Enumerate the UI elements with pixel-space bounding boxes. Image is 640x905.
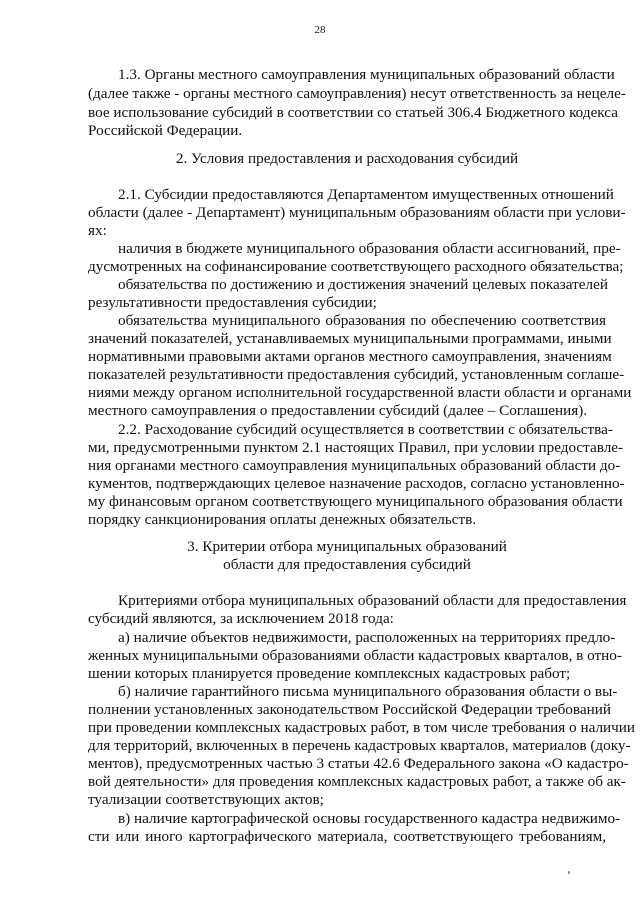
paragraph-line: Критериями отбора муниципальных образований области для предоставления: [118, 592, 627, 609]
scan-speck: [568, 871, 570, 874]
paragraph-line: для территорий, включенных в перечень кадастровых кварталов, материалов (доку-: [88, 737, 631, 754]
page-number: 28: [314, 24, 326, 36]
paragraph-line: местного самоуправления о предоставлении субсидий (далее – Соглашения).: [88, 402, 588, 419]
paragraph-line: 2.1. Субсидии предоставляются Департаментом имущественных отношений: [118, 186, 614, 203]
paragraph-line: результативности предоставления субсидии;: [88, 294, 377, 311]
paragraph-line: вое использование субсидий в соответствии со статьей 306.4 Бюджетного кодекса: [88, 104, 618, 121]
paragraph-line: полнении установленных законодательством Российской Федерации требований: [88, 701, 611, 718]
paragraph-line: в) наличие картографической основы государственного кадастра недвижимо-: [118, 810, 621, 827]
paragraph-line: шении которых планируется проведение комплексных кадастровых работ;: [88, 665, 571, 682]
paragraph-line: показателей результативности предоставления субсидий, установленным соглаше-: [88, 366, 625, 383]
paragraph-line: ниями между органом исполнительной государственной власти области и органами: [88, 384, 632, 401]
paragraph-line: ментов), предусмотренных частью 3 статьи 42.6 Федерального закона «О кадастро-: [88, 755, 629, 772]
paragraph-line: му финансовым органом соответствующего муниципального образования области: [88, 493, 623, 510]
section-heading: 3. Критерии отбора муниципальных образований: [187, 538, 507, 555]
paragraph-line: дусмотренных на софинансирование соответствующего расходного обязательства;: [88, 258, 624, 275]
paragraph-line: обязательства по достижению и достижения значений целевых показателей: [118, 276, 608, 293]
paragraph-line: 1.3. Органы местного самоуправления муниципальных образований области: [118, 66, 615, 83]
paragraph-line: сти или иного картографического материала, соответствующего требованиям,: [88, 828, 606, 845]
paragraph-line: нормативными правовыми актами органов местного самоуправления, значениям: [88, 348, 612, 365]
paragraph-line: вой деятельности» для проведения комплексных кадастровых работ, а также об ак-: [88, 773, 626, 790]
paragraph-line: ях:: [88, 222, 107, 239]
paragraph-line: обязательства муниципального образования по обеспечению соответствия: [118, 312, 606, 329]
paragraph-line: порядку санкционирования оплаты денежных обязательств.: [88, 511, 477, 528]
paragraph-line: значений показателей, устанавливаемых муниципальными программами, иными: [88, 330, 612, 347]
paragraph-line: 2.2. Расходование субсидий осуществляется в соответствии с обязательства-: [118, 421, 613, 438]
paragraph-line: ми, предусмотренными пунктом 2.1 настоящих Правил, при условии предоставле-: [88, 439, 624, 456]
paragraph-line: туализации соответствующих актов;: [88, 791, 324, 808]
section-heading: области для предоставления субсидий: [223, 556, 471, 573]
paragraph-line: ния органами местного самоуправления муниципальных образований области до-: [88, 457, 621, 474]
paragraph-line: женных муниципальными образованиями области кадастровых кварталов, в отно-: [88, 647, 622, 664]
paragraph-line: наличия в бюджете муниципального образования области ассигнований, пре-: [118, 240, 621, 257]
paragraph-line: кументов, подтверждающих целевое назначение расходов, согласно установленно-: [88, 475, 625, 492]
paragraph-line: Российской Федерации.: [88, 122, 243, 139]
paragraph-line: (далее также - органы местного самоуправления) несут ответственность за нецеле-: [88, 85, 626, 102]
paragraph-line: при проведении комплексных кадастровых работ, в том числе требования о наличии: [88, 719, 636, 736]
section-heading: 2. Условия предоставления и расходования субсидий: [175, 150, 519, 167]
paragraph-line: б) наличие гарантийного письма муниципального образования области о вы-: [118, 683, 618, 700]
paragraph-line: области (далее - Департамент) муниципальным образованиям области при услови-: [88, 204, 626, 221]
paragraph-line: субсидий являются, за исключением 2018 года:: [88, 610, 394, 627]
paragraph-line: а) наличие объектов недвижимости, расположенных на территориях предло-: [118, 629, 616, 646]
